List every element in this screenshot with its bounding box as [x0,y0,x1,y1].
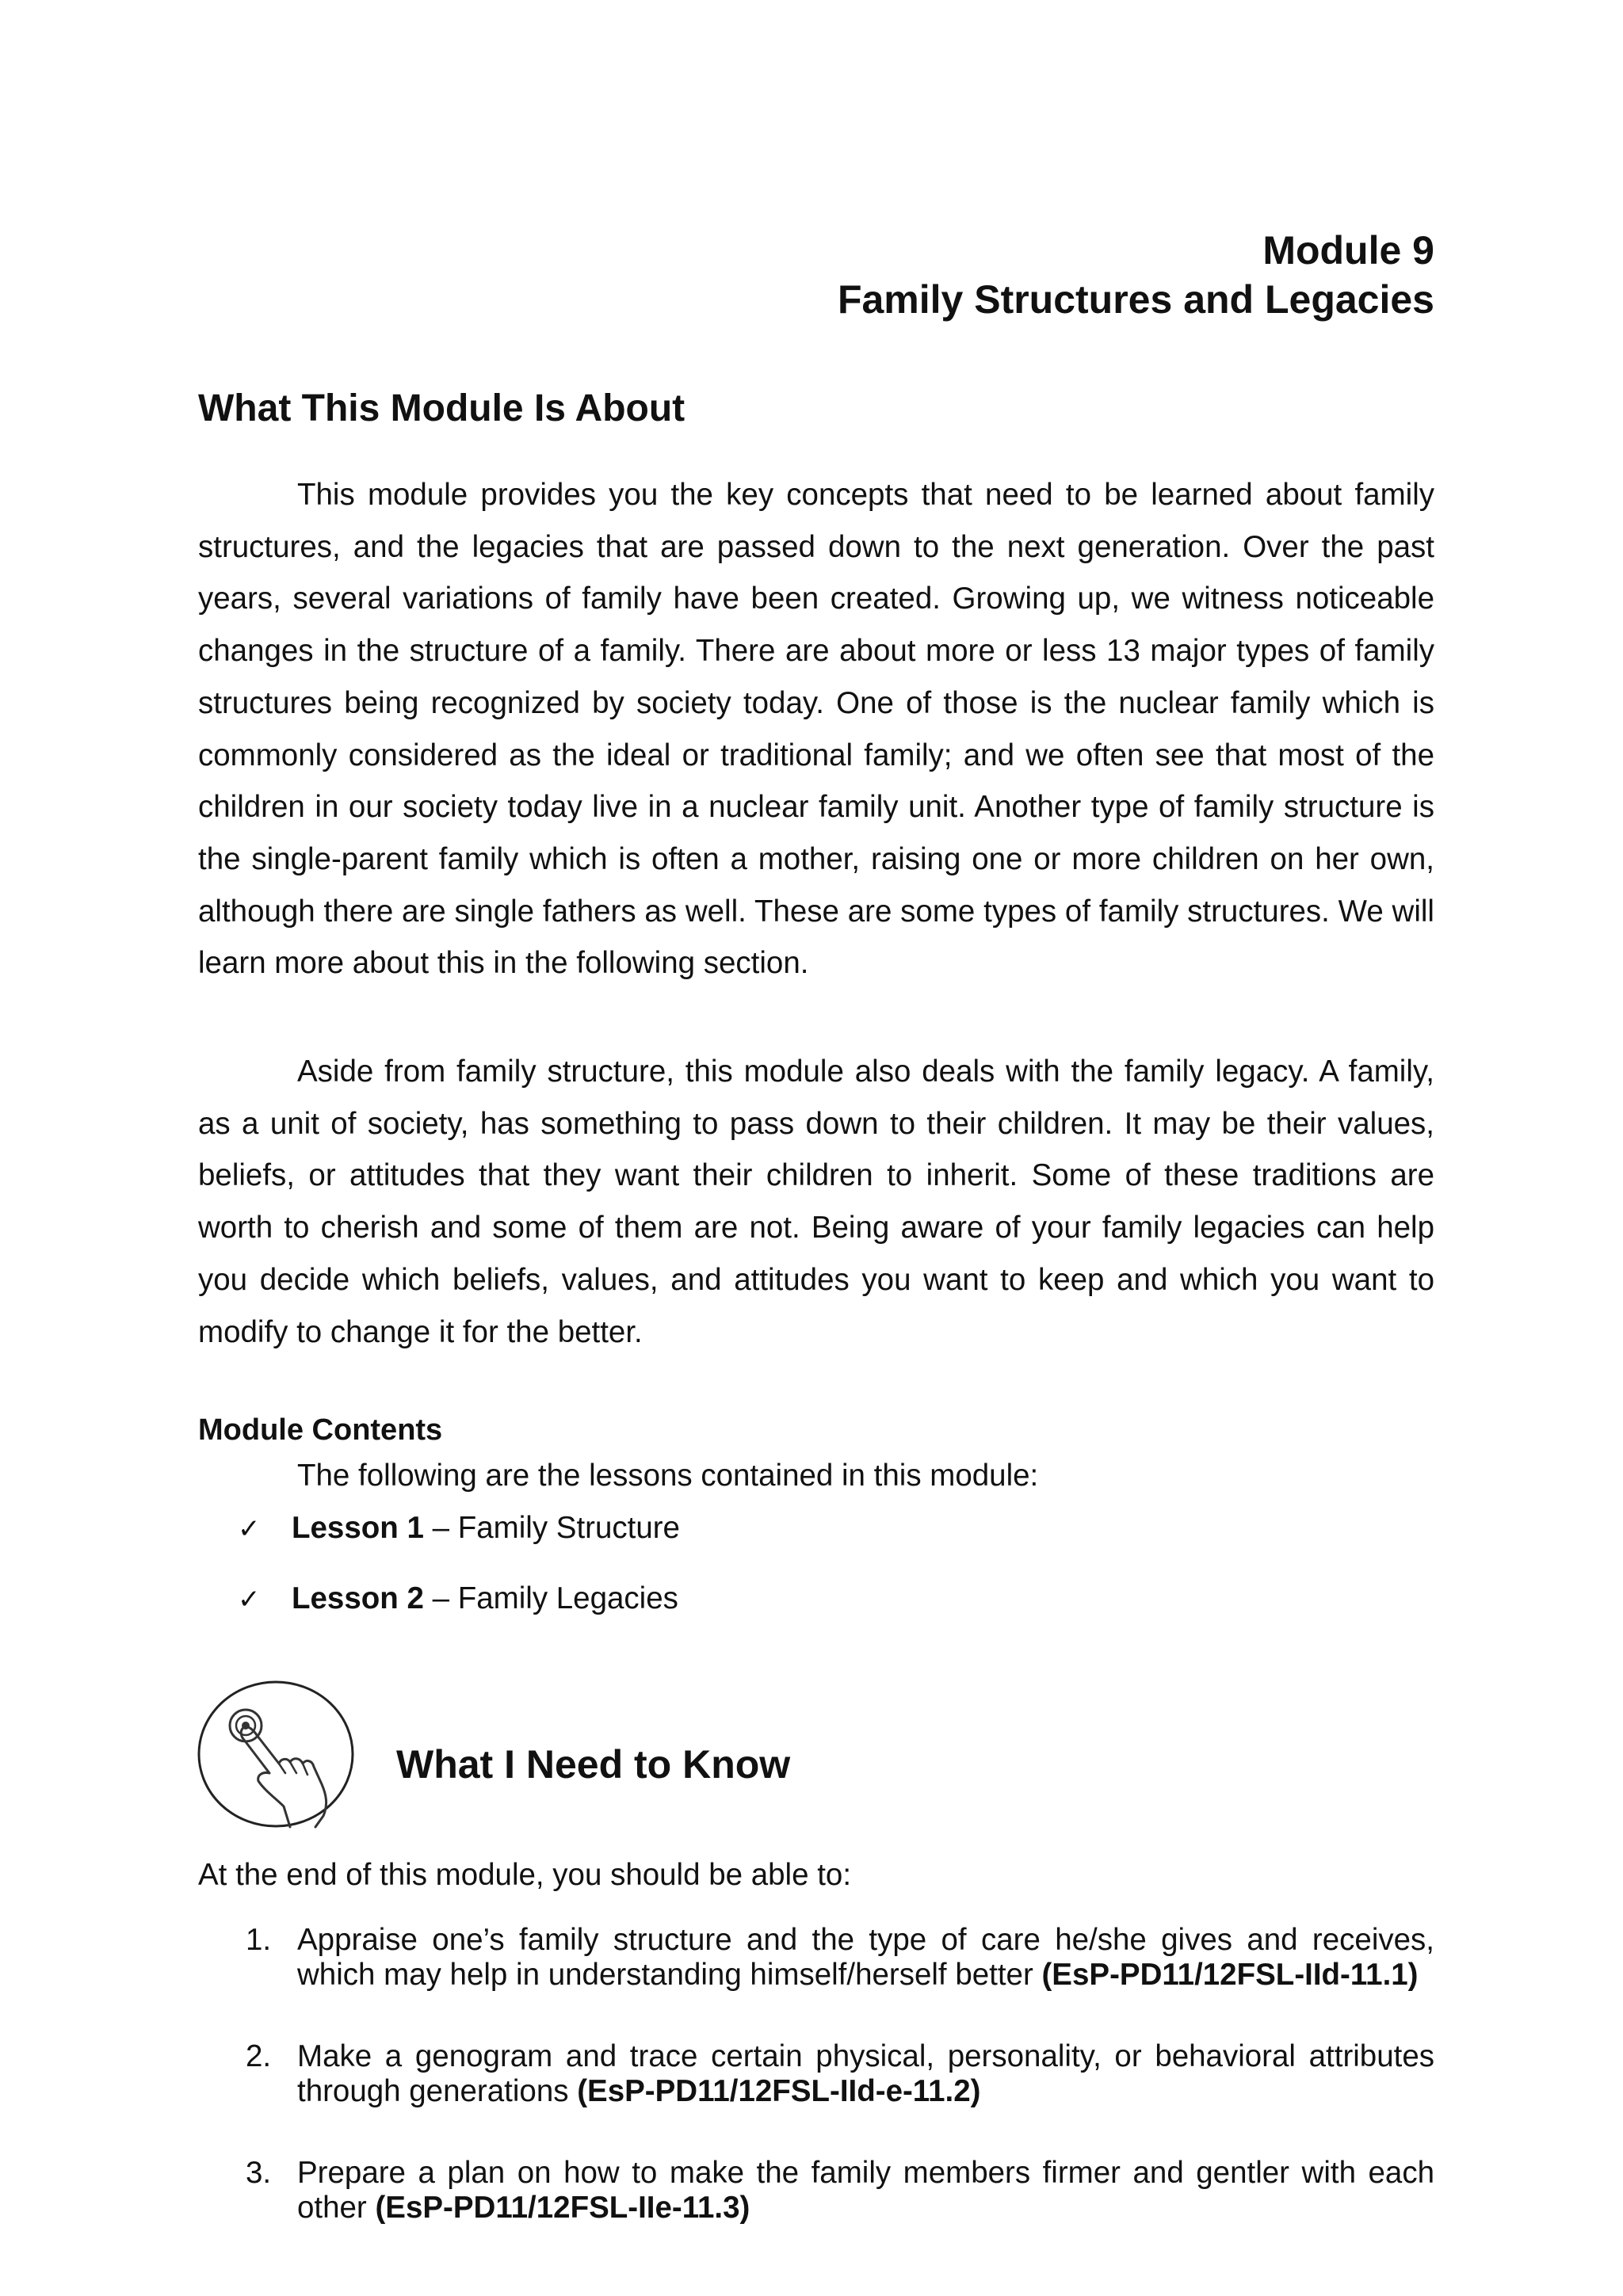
objective-text: Appraise one’s family structure and the type of care he/she gives and receives, which may help in understanding himself/herself better [297,1923,1434,1992]
objective-number: 3. [246,2156,272,2190]
lesson-title: – Family Legacies [423,1581,678,1615]
objective-number: 2. [246,2039,272,2073]
objective-number: 1. [246,1923,272,1957]
lesson-item-2 [238,1579,678,1619]
competency-code: (EsP-PD11/12FSL-IId-e-11.2) [577,2074,981,2108]
contents-title: Module Contents [198,1413,443,1447]
checkmark-icon: ✓ [238,1584,261,1615]
competency-code: (EsP-PD11/12FSL-IIe-11.3) [375,2191,750,2225]
about-paragraph-1: This module provides you the key concepts that need to be learned about family structures, and the legacies that are passed down to the next generation. Over the past years, several variations of family have been created. Growing up, we witness noticeable changes in the structure of a family. There are about more or less 13 major types of family structures being recognized by society today. One of those is the nuclear family which is commonly considered as the ideal or traditional family; and we often see that most of the children in our society today live in a nuclear family unit. Another type of family structure is the single-parent family which is often a mother, raising one or more children on her own, although there are single fathers as well. These are some types of family structures. We will learn more about this in the following section. [198,478,1434,981]
module-number: Module 9 [1262,228,1434,273]
objective-item [198,2039,1434,2109]
know-intro: At the end of this module, you should be able to: [198,1858,852,1892]
contents-intro: The following are the lessons contained in this module: [297,1459,1039,1493]
lesson-label: Lesson 1 [292,1511,424,1545]
module-title: Family Structures and Legacies [837,277,1434,322]
objective-text: Prepare a plan on how to make the family members firmer and gentler with each other [297,2156,1434,2225]
objective-item [198,1923,1434,1993]
competency-code: (EsP-PD11/12FSL-IId-11.1) [1041,1958,1419,1992]
about-heading: What This Module Is About [198,387,685,429]
objectives-list [198,1923,1434,2272]
know-heading: What I Need to Know [396,1742,791,1787]
about-paragraph-2: Aside from family structure, this module also deals with the family legacy. A family, as a unit of society, has something to pass down to their children. It may be their values, beliefs, or attitudes that they want their children to inherit. Some of these traditions are worth to cherish and some of them are not. Being aware of your family legacies can help you decide which beliefs, values, and attitudes you want to keep and which you want to modify to change it for the better. [198,1055,1434,1349]
lesson-label: Lesson 2 [292,1581,424,1615]
module-header [198,226,1434,324]
checkmark-icon: ✓ [238,1513,261,1545]
lesson-item-1 [238,1508,680,1549]
objective-text: Make a genogram and trace certain physical, personality, or behavioral attributes through generations [297,2039,1434,2108]
lesson-title: – Family Structure [423,1511,680,1545]
objective-item [198,2156,1434,2225]
pointing-hand-icon [197,1680,355,1829]
